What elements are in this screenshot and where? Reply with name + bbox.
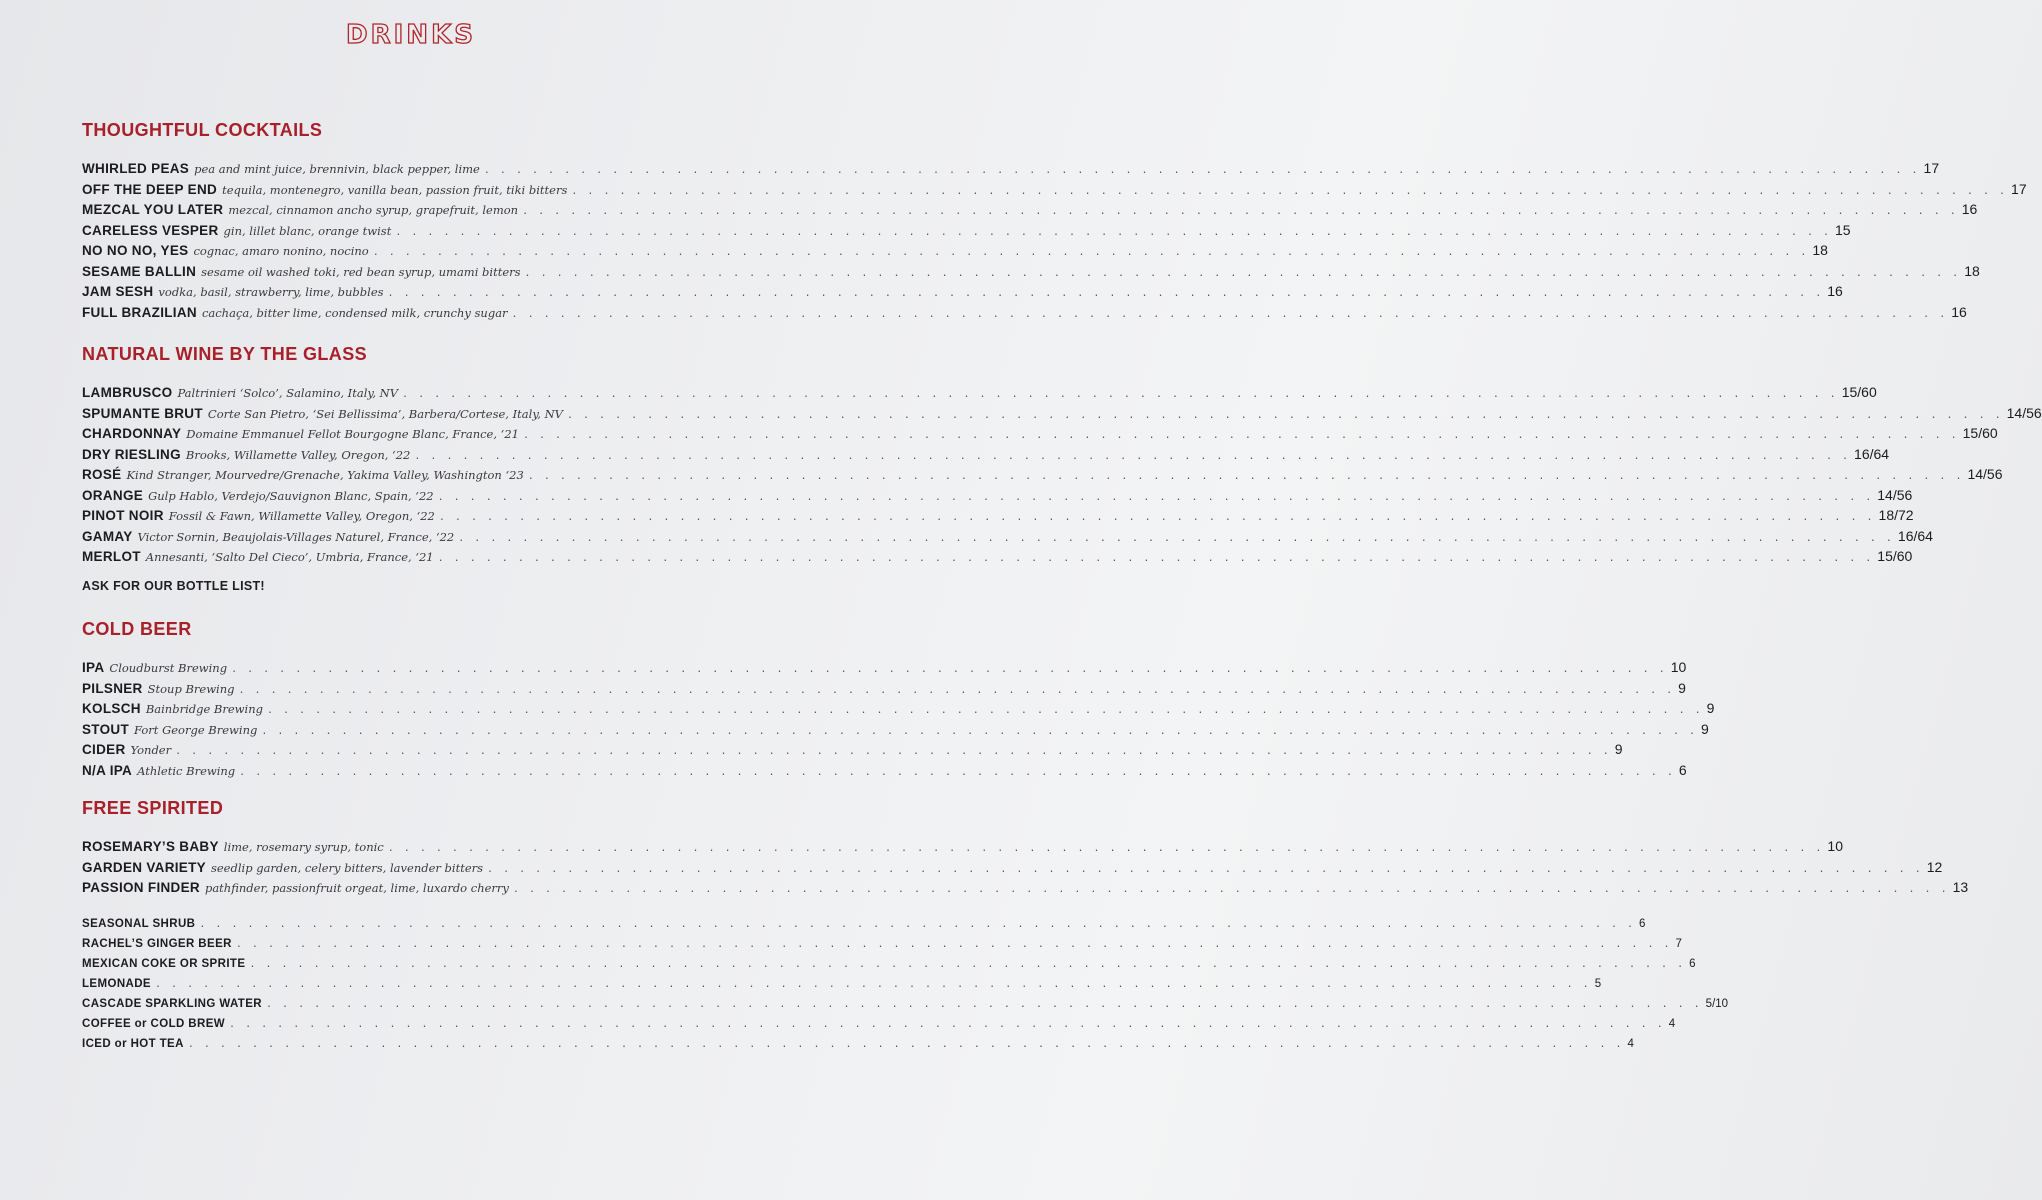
item-price: 7 bbox=[1675, 938, 1682, 950]
dot-leader bbox=[395, 223, 1831, 244]
item-price: 18 bbox=[1964, 262, 1980, 279]
item-name: ROSEMARY’S BABY bbox=[82, 839, 219, 854]
item-price: 14/56 bbox=[1967, 466, 2003, 482]
item-name: ROSÉ bbox=[82, 467, 122, 482]
dot-leader bbox=[438, 549, 1874, 570]
dot-leader bbox=[267, 701, 1703, 722]
menu-item-row bbox=[82, 1034, 1634, 1054]
item-price: 16 bbox=[1951, 303, 1967, 320]
item-price: 18 bbox=[1812, 242, 1828, 258]
menu-item-row bbox=[82, 657, 1687, 678]
item-price: 5/10 bbox=[1705, 998, 1729, 1010]
wine-section bbox=[82, 343, 2042, 593]
menu-item-row bbox=[82, 464, 2003, 485]
dot-leader bbox=[523, 426, 1959, 447]
menu-item-row bbox=[82, 739, 1623, 760]
item-description: Stoup Brewing bbox=[147, 681, 235, 696]
dot-leader bbox=[188, 1035, 1624, 1055]
item-price: 17 bbox=[1923, 160, 1940, 176]
item-name: CASCADE SPARKLING WATER bbox=[82, 998, 262, 1010]
dot-leader bbox=[525, 264, 1961, 285]
item-price: 6 bbox=[1639, 918, 1646, 930]
item-price: 10 bbox=[1670, 659, 1687, 675]
item-description: cognac, amaro nonino, nocino bbox=[193, 244, 369, 258]
item-name: CARELESS VESPER bbox=[82, 222, 219, 238]
item-description: cachaça, bitter lime, condensed milk, crunchy sugar bbox=[201, 305, 508, 320]
item-description: pathfinder, passionfruit orgeat, lime, luxardo cherry bbox=[204, 881, 509, 895]
menu-item-row bbox=[82, 240, 1828, 261]
item-name: STOUT bbox=[82, 721, 130, 737]
item-price: 14/56 bbox=[2006, 404, 2042, 421]
item-name: ORANGE bbox=[82, 487, 144, 503]
item-price: 16 bbox=[1827, 283, 1843, 299]
dot-leader bbox=[231, 660, 1667, 681]
item-price: 15/60 bbox=[1877, 548, 1913, 564]
item-description: seedlip garden, celery bitters, lavender bitters bbox=[210, 860, 484, 875]
wine-list bbox=[82, 382, 2042, 567]
dot-leader bbox=[513, 880, 1949, 901]
item-name: N/A IPA bbox=[82, 762, 133, 778]
menu-item-row bbox=[82, 954, 1696, 974]
menu-item-row bbox=[82, 678, 1686, 699]
dot-leader bbox=[487, 860, 1923, 881]
item-name: NO NO NO, YES bbox=[82, 243, 189, 258]
item-price: 9 bbox=[1706, 700, 1715, 716]
menu-item-row bbox=[82, 179, 2027, 200]
cocktails-section bbox=[82, 119, 2027, 322]
item-price: 15 bbox=[1835, 221, 1851, 238]
dot-leader bbox=[484, 161, 1920, 182]
item-description: pea and mint juice, brennivin, black pepper, lime bbox=[194, 162, 480, 176]
item-price: 13 bbox=[1952, 879, 1969, 895]
item-price: 15/60 bbox=[1962, 425, 1998, 441]
menu-item-row bbox=[82, 1014, 1676, 1034]
item-description: Fort George Brewing bbox=[134, 722, 258, 737]
item-name: SESAME BALLIN bbox=[82, 263, 197, 279]
item-name: FULL BRAZILIAN bbox=[82, 304, 197, 320]
item-price: 4 bbox=[1668, 1018, 1676, 1030]
item-description: Yonder bbox=[130, 743, 172, 757]
item-name: DRY RIESLING bbox=[82, 446, 181, 462]
item-price: 18/72 bbox=[1878, 507, 1914, 523]
item-price: 5 bbox=[1594, 978, 1602, 990]
item-name: WHIRLED PEAS bbox=[82, 161, 190, 176]
item-name: KOLSCH bbox=[82, 701, 141, 716]
item-name: LEMONADE bbox=[82, 978, 152, 990]
dot-leader bbox=[522, 202, 1958, 223]
cocktails-list bbox=[82, 158, 2027, 322]
item-price: 6 bbox=[1678, 761, 1687, 778]
item-price: 12 bbox=[1926, 858, 1943, 875]
menu-item-row bbox=[82, 857, 1943, 878]
menu-item-row bbox=[82, 836, 1843, 857]
dot-leader bbox=[229, 1015, 1665, 1035]
section-heading: NATURAL WINE BY THE GLASS bbox=[82, 344, 368, 364]
free-spirited-list bbox=[82, 836, 1969, 898]
item-name: OFF THE DEEP END bbox=[82, 181, 218, 197]
dot-leader bbox=[458, 529, 1894, 550]
menu-item-row bbox=[82, 526, 1933, 547]
menu-item-row bbox=[82, 382, 1877, 403]
item-name: RACHEL’S GINGER BEER bbox=[82, 938, 232, 950]
item-name: CHARDONNAY bbox=[82, 426, 182, 441]
item-name: ICED or HOT TEA bbox=[82, 1038, 184, 1050]
menu-item-row bbox=[82, 505, 1914, 526]
dot-leader bbox=[373, 243, 1809, 264]
section-heading: COLD BEER bbox=[82, 619, 192, 639]
item-name: MEZCAL YOU LATER bbox=[82, 202, 224, 217]
item-name: SPUMANTE BRUT bbox=[82, 405, 203, 421]
item-name: IPA bbox=[82, 660, 105, 675]
dot-leader bbox=[388, 839, 1824, 860]
item-price: 9 bbox=[1701, 720, 1709, 737]
item-description: Bainbridge Brewing bbox=[145, 702, 263, 716]
item-description: Cloudburst Brewing bbox=[109, 661, 228, 675]
menu-item-row bbox=[82, 974, 1602, 994]
item-price: 15/60 bbox=[1841, 384, 1877, 400]
menu-item-row bbox=[82, 220, 1851, 241]
menu-item-row bbox=[82, 698, 1715, 719]
item-price: 16/64 bbox=[1854, 445, 1890, 462]
item-name: JAM SESH bbox=[82, 284, 154, 299]
item-description: Fossil & Fawn, Willamette Valley, Oregon, ‘22 bbox=[168, 509, 435, 523]
dot-leader bbox=[571, 182, 2007, 203]
bottle-list-note: ASK FOR OUR BOTTLE LIST! bbox=[82, 578, 265, 593]
section-heading: THOUGHTFUL COCKTAILS bbox=[82, 120, 323, 140]
item-description: Brooks, Willamette Valley, Oregon, ‘22 bbox=[185, 447, 411, 462]
menu-item-row bbox=[82, 423, 1998, 444]
menu-item-row bbox=[82, 934, 1682, 954]
item-description: tequila, montenegro, vanilla bean, passion fruit, tiki bitters bbox=[222, 182, 568, 197]
item-name: MEXICAN COKE OR SPRITE bbox=[82, 958, 246, 970]
item-description: Athletic Brewing bbox=[137, 763, 236, 778]
item-description: sesame oil washed toki, red bean syrup, umami bitters bbox=[201, 264, 521, 279]
menu-item-row bbox=[82, 261, 1980, 282]
item-description: vodka, basil, strawberry, lime, bubbles bbox=[158, 285, 384, 299]
item-price: 10 bbox=[1827, 838, 1843, 854]
dot-leader bbox=[438, 488, 1874, 509]
menu-item-row bbox=[82, 485, 1913, 506]
menu-item-row bbox=[82, 199, 1978, 220]
dot-leader bbox=[266, 995, 1702, 1015]
menu-item-row bbox=[82, 760, 1687, 781]
item-price: 9 bbox=[1614, 741, 1623, 757]
menu-item-row bbox=[82, 403, 2042, 424]
dot-leader bbox=[512, 305, 1948, 326]
item-price: 4 bbox=[1627, 1038, 1634, 1050]
dot-leader bbox=[239, 681, 1675, 702]
menu-item-row bbox=[82, 444, 1890, 465]
menu-item-row bbox=[82, 994, 1729, 1014]
other-drinks-list bbox=[82, 914, 1729, 1054]
menu-item-row bbox=[82, 546, 1913, 567]
item-description: Paltrinieri ‘Solco’, Salamino, Italy, NV bbox=[177, 386, 399, 400]
item-price: 17 bbox=[2011, 180, 2027, 197]
item-description: Gulp Hablo, Verdejo/Sauvignon Blanc, Spain, ‘22 bbox=[148, 488, 434, 503]
menu-item-row bbox=[82, 281, 1843, 302]
dot-leader bbox=[402, 385, 1838, 406]
item-price: 16 bbox=[1961, 201, 1978, 217]
item-description: Corte San Pietro, ‘Sei Bellissima’, Barbera/Cortese, Italy, NV bbox=[207, 406, 563, 421]
item-description: gin, lillet blanc, orange twist bbox=[223, 223, 392, 238]
dot-leader bbox=[388, 284, 1824, 305]
item-price: 9 bbox=[1678, 679, 1686, 696]
item-description: Victor Sornin, Beaujolais-Villages Naturel, France, ‘22 bbox=[137, 529, 455, 544]
item-name: PILSNER bbox=[82, 680, 143, 696]
item-description: lime, rosemary syrup, tonic bbox=[223, 840, 384, 854]
item-description: Annesanti, ‘Salto Del Cieco’, Umbria, France, ‘21 bbox=[145, 550, 434, 564]
item-name: MERLOT bbox=[82, 549, 141, 564]
item-description: mezcal, cinnamon ancho syrup, grapefruit, lemon bbox=[228, 203, 519, 217]
dot-leader bbox=[414, 447, 1850, 468]
beer-list bbox=[82, 657, 1715, 780]
menu-item-row bbox=[82, 877, 1969, 898]
item-name: CIDER bbox=[82, 742, 126, 757]
dot-leader bbox=[528, 467, 1964, 488]
item-name: GARDEN VARIETY bbox=[82, 859, 206, 875]
page-title: DRINKS bbox=[346, 20, 476, 50]
dot-leader bbox=[175, 742, 1611, 763]
item-price: 16/64 bbox=[1897, 527, 1933, 544]
menu-item-row bbox=[82, 914, 1646, 934]
dot-leader bbox=[236, 935, 1672, 955]
section-heading: FREE SPIRITED bbox=[82, 798, 224, 818]
free-spirited-section bbox=[82, 797, 1969, 898]
dot-leader bbox=[567, 406, 2003, 427]
beer-section bbox=[82, 618, 1715, 780]
item-name: SEASONAL SHRUB bbox=[82, 918, 196, 930]
dot-leader bbox=[261, 722, 1697, 743]
menu-item-row bbox=[82, 158, 1940, 179]
dot-leader bbox=[239, 763, 1675, 784]
item-description: Kind Stranger, Mourvedre/Grenache, Yakima Valley, Washington ‘23 bbox=[126, 468, 524, 482]
item-name: LAMBRUSCO bbox=[82, 385, 173, 400]
item-name: PASSION FINDER bbox=[82, 880, 200, 895]
item-price: 14/56 bbox=[1877, 486, 1913, 503]
item-name: COFFEE or COLD BREW bbox=[82, 1018, 226, 1030]
dot-leader bbox=[439, 508, 1875, 529]
menu-item-row bbox=[82, 719, 1709, 740]
dot-leader bbox=[199, 915, 1635, 935]
dot-leader bbox=[155, 975, 1591, 995]
menu-item-row bbox=[82, 302, 1967, 323]
dot-leader bbox=[249, 955, 1685, 975]
item-name: PINOT NOIR bbox=[82, 508, 164, 523]
item-price: 6 bbox=[1689, 958, 1696, 970]
item-description: Domaine Emmanuel Fellot Bourgogne Blanc, France, ‘21 bbox=[186, 427, 519, 441]
item-name: GAMAY bbox=[82, 528, 133, 544]
other-drinks-section bbox=[82, 914, 1729, 1054]
